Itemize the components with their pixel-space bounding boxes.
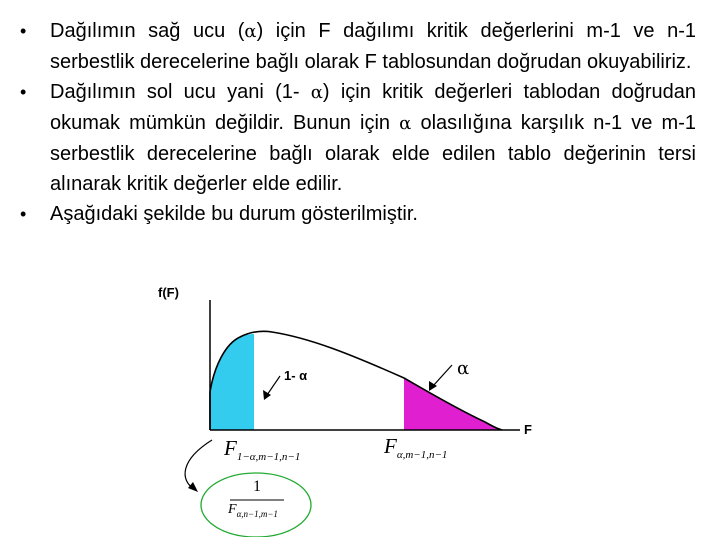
- left-area-label: 1- α: [284, 368, 308, 383]
- arrowhead: [188, 482, 198, 492]
- bullet-dot: •: [20, 82, 27, 102]
- critical-subscript: 1−α,m−1,n−1: [236, 451, 301, 464]
- bullet-item-1: [20, 16, 696, 77]
- right-area-label: α: [457, 358, 470, 379]
- left-critical-value: [224, 436, 300, 463]
- bullet-text-part: ) için F dağılımı kritik değerlerini m-1 ve n-1 serbestlik derecelerine bağlı olarak F tablosundan doğrudan okuyabiliriz.: [50, 20, 696, 73]
- critical-base: F: [384, 434, 397, 458]
- bullet-text-part: olasılığına karşılık n-1 ve m-1 serbestlik derecelerine bağlı olarak elde edilen tablo değerinin tersi alınarak kritik değerler elde edilir.: [50, 112, 696, 195]
- critical-base: F: [228, 502, 237, 517]
- connector-arrow: [185, 440, 212, 489]
- reciprocal-numerator: 1: [253, 478, 261, 495]
- bullet-item-2: [20, 77, 696, 199]
- left-tail-area: [210, 334, 254, 430]
- right-critical-value: [384, 434, 447, 461]
- alpha-symbol: α: [244, 21, 257, 42]
- alpha-symbol: α: [399, 113, 412, 134]
- critical-subscript: α,m−1,n−1: [396, 449, 448, 462]
- left-area-arrow: [267, 376, 280, 395]
- bullet-text-part: Dağılımın sağ ucu (: [50, 20, 245, 42]
- critical-base: F: [224, 436, 237, 460]
- critical-subscript: α,n−1,m−1: [236, 508, 278, 519]
- bullet-text-part: Dağılımın sol ucu yani (1-: [50, 81, 311, 103]
- x-axis-label: F: [524, 422, 532, 437]
- bullet-dot: •: [20, 204, 27, 224]
- alpha-symbol: α: [310, 82, 323, 103]
- right-area-arrow: [433, 365, 452, 386]
- f-distribution-figure: [150, 282, 550, 537]
- bullet-text-part: ) için kritik değerleri tablodan doğrudan okumak mümkün değildir. Bunun için: [50, 81, 696, 134]
- y-axis-label: f(F): [158, 285, 179, 300]
- figure-svg: [150, 282, 550, 537]
- reciprocal-denominator: [228, 502, 278, 519]
- bullet-dot: •: [20, 21, 27, 41]
- bullet-text-part: Aşağıdaki şekilde bu durum gösterilmiştir.: [50, 203, 418, 225]
- bullet-list: [20, 16, 696, 229]
- bullet-item-3: [20, 199, 696, 229]
